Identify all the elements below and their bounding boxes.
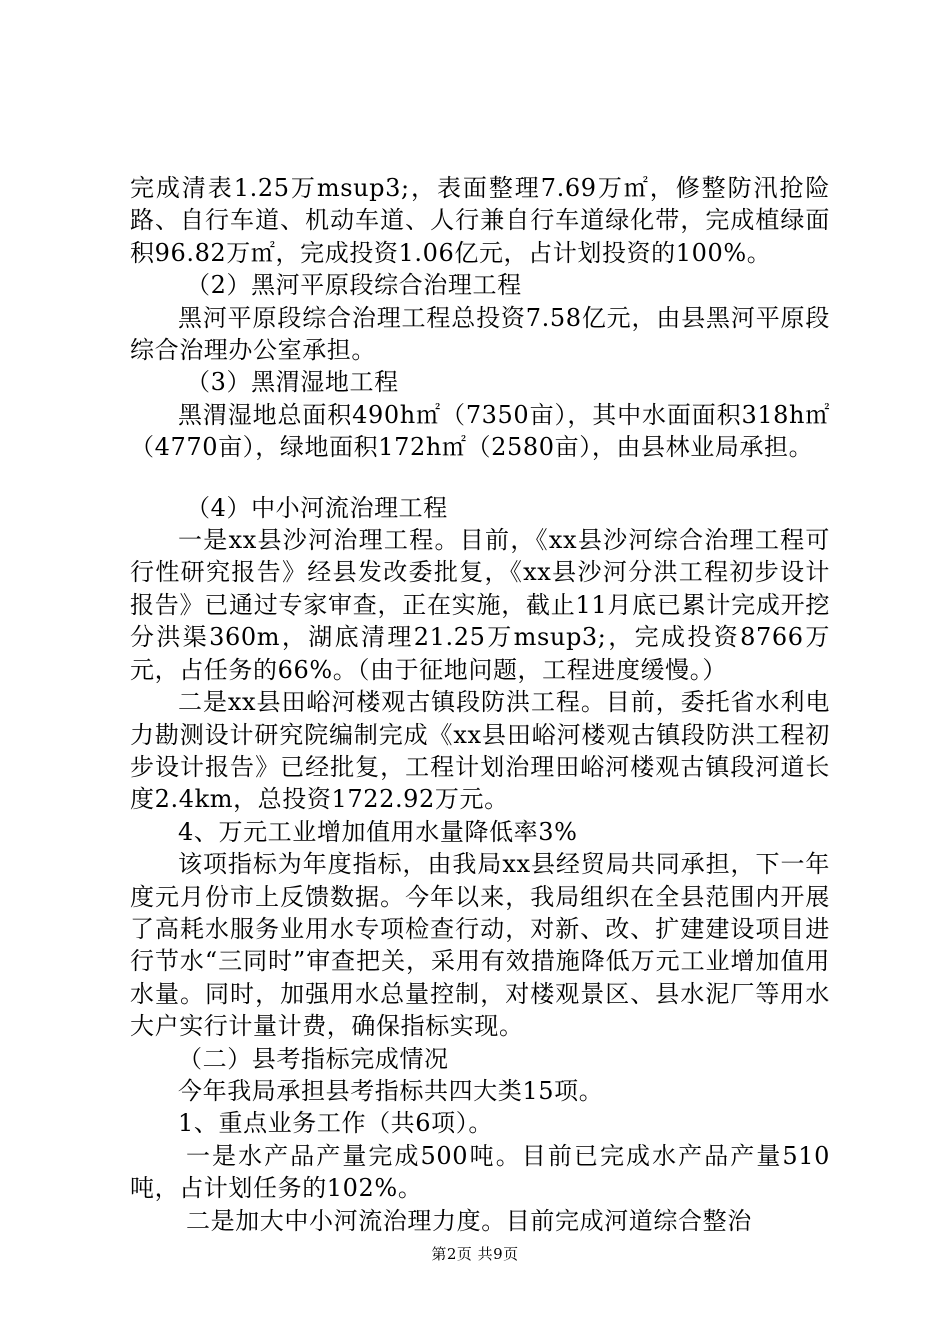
paragraph-water-use: 该项指标为年度指标，由我局xx县经贸局共同承担，下一年度元月份市上反馈数据。今年以来，我局组织在全县范围内开展了高耗水服务业用水专项检查行动，对新、改、扩建建设项目进行节水“三同时”审查把关，采用有效措施降低万元工业增加值用水量。同时，加强用水总量控制，对楼观景区、县水泥厂等用水大户实行计量计费，确保指标实现。 [130,850,830,1041]
paragraph-wetland: 黑渭湿地总面积490h㎡（7350亩），其中水面面积318h㎡（4770亩），绿地面积172h㎡（2580亩），由县林业局承担。 [130,400,830,462]
heading-key-work: 1、重点业务工作（共6项）。 [178,1109,493,1138]
heading-yellow-river-plain: （2）黑河平原段综合治理工程 [186,271,522,300]
paragraph-county-indicators: 今年我局承担县考指标共四大类15项。 [178,1076,604,1105]
paragraph-tianyu: 二是xx县田峪河楼观古镇段防洪工程。目前，委托省水利电力勘测设计研究院编制完成《xx县田峪河楼观古镇段防洪工程初步设计报告》已经批复，工程计划治理田峪河楼观古镇段河道长度2.4km，总投资1722.92万元。 [130,688,830,814]
paragraph-shahe: 一是xx县沙河治理工程。目前，《xx县沙河综合治理工程可行性研究报告》经县发改委批复，《xx县沙河分洪工程初步设计报告》已通过专家审查，正在实施，截止11月底已累计完成开挖分洪渠360m，湖底清理21.25万msup3;，完成投资8766万元，占任务的66%。（由于征地问题，工程进度缓慢。） [130,526,830,684]
paragraph-river-governance: 二是加大中小河流治理力度。目前完成河道综合整治 [186,1206,752,1235]
page-footer: 第2页 共9页 [431,1245,519,1263]
heading-wetland: （3）黑渭湿地工程 [186,368,399,397]
document-body [130,172,830,1237]
heading-small-rivers: （4）中小河流治理工程 [186,493,448,522]
heading-county-indicators: （二）县考指标完成情况 [178,1044,449,1073]
paragraph-aquatic: 一是水产品产量完成500吨。目前已完成水产品产量510吨，占计划任务的102%。 [130,1141,830,1203]
paragraph-plain-section: 黑河平原段综合治理工程总投资7.58亿元，由县黑河平原段综合治理办公室承担。 [130,303,830,365]
heading-water-use: 4、万元工业增加值用水量降低率3% [178,817,578,846]
paragraph-1: 完成清表1.25万msup3;，表面整理7.69万㎡，修整防汛抢险路、自行车道、机动车道、人行兼自行车道绿化带，完成植绿面积96.82万㎡，完成投资1.06亿元，占计划投资的100%。 [130,174,830,267]
